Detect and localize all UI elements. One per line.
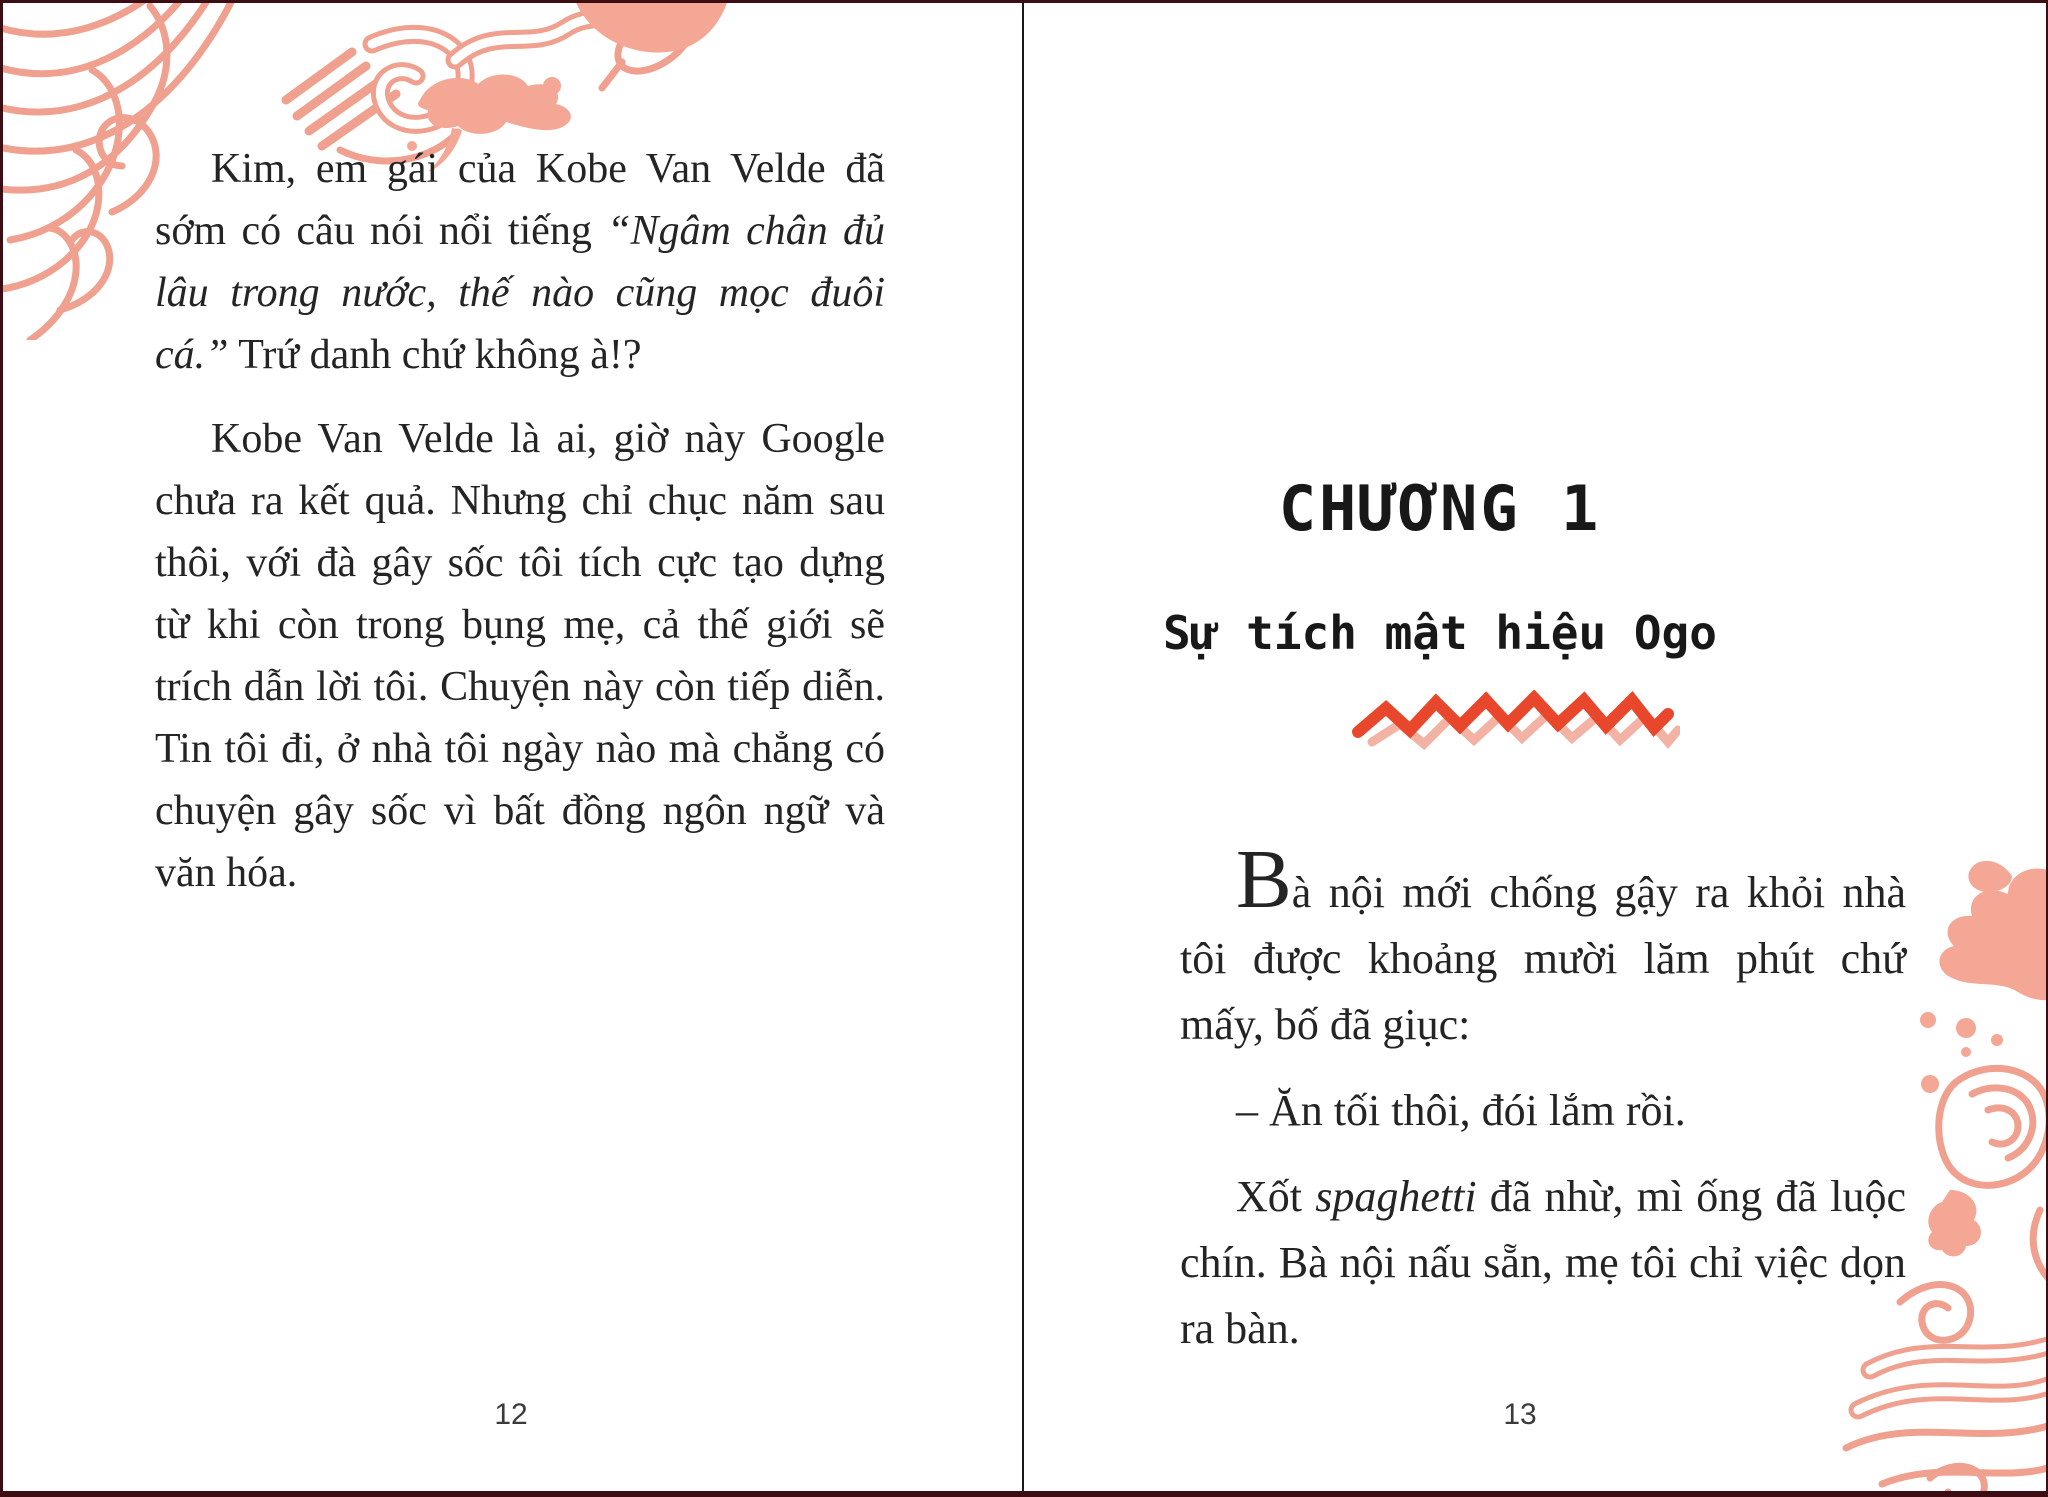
body-paragraph: Xốt spaghetti đã nhừ, mì ống đã luộc chín. Bà nội nấu sẵn, mẹ tôi chỉ việc dọn ra bàn. bbox=[1180, 1172, 1907, 1353]
body-paragraph: – Ăn tối thôi, đói lắm rồi. bbox=[1236, 1086, 1686, 1135]
sauce-drip bbox=[1928, 1190, 1981, 1256]
drop-cap: B bbox=[1236, 834, 1292, 926]
frame-edge-top bbox=[0, 0, 2048, 3]
body-paragraph: Bà nội mới chống gậy ra khỏi nhà tôi được khoảng mười lăm phút chứ mấy, bố đã giục: bbox=[1180, 834, 1906, 1049]
left-page-text bbox=[155, 138, 885, 926]
page-number-right: 13 bbox=[1503, 1398, 1537, 1431]
page-gutter-line bbox=[1022, 0, 1024, 1497]
right-page-text bbox=[1180, 834, 1907, 1382]
frame-edge-bottom bbox=[0, 1491, 2048, 1497]
chapter-title: Sự tích mật hiệu Ogo bbox=[1163, 606, 1717, 660]
sauce-splash bbox=[1920, 861, 2048, 1093]
body-paragraph: Kobe Van Velde là ai, giờ này Google chưa ra kết quả. Nhưng chỉ chục năm sau thôi, với đà gây sốc tôi tích cực tạo dựng từ khi còn trong bụng mẹ, cả thế giới sẽ trích dẫn lời tôi. Chuyện này còn tiếp diễn. Tin tôi đi, ở nhà tôi ngày nào mà chẳng có chuyện gây sốc vì bất đồng ngôn ngữ và văn hóa. bbox=[155, 416, 885, 896]
page-number-left: 12 bbox=[494, 1398, 528, 1431]
frame-edge-left bbox=[0, 0, 3, 1497]
zigzag-underline bbox=[1350, 690, 1680, 770]
body-paragraph: Kim, em gái của Kobe Van Velde đã sớm có câu nói nổi tiếng “Ngâm chân đủ lâu trong nước, thế nào cũng mọc đuôi cá.” Trứ danh chứ không à!? bbox=[155, 146, 885, 378]
chapter-label: CHƯƠNG 1 bbox=[1278, 472, 1602, 545]
